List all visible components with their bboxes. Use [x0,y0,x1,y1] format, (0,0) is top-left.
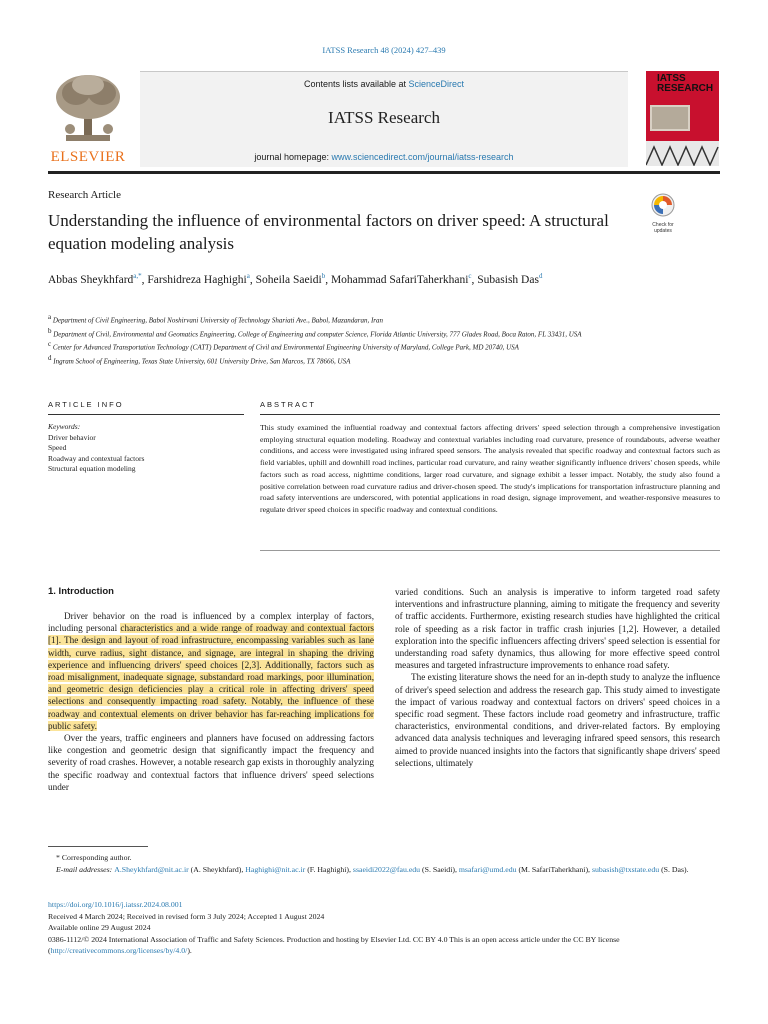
received-dates: Received 4 March 2024; Received in revised form 3 July 2024; Accepted 1 August 2024 [48,911,325,921]
abstract-rule [260,414,720,415]
publication-info [48,899,720,957]
author-list: Abbas Sheykhfard$^{a,*}$, Farshidreza Haghighi$^a$, Soheila Saeidi$^b$, Mohammad SafariTaherkhani$^c$, Subasish Das$^d$ [48,272,543,286]
journal-header [140,71,628,167]
email-owner: (S. Das). [659,864,689,874]
paragraph [48,610,374,732]
abstract-bottom-rule [260,550,720,551]
footnotes [48,852,720,875]
cover-art-icon [646,101,719,166]
affiliation-text: Department of Civil Engineering, Babol Noshirvani University of Technology Shariati Ave., Babol, Mazandaran, Iran [52,316,384,325]
keywords-block [48,422,244,475]
homepage-label: journal homepage: [254,152,332,162]
email-link[interactable]: msafari@umd.edu [458,864,517,874]
corresponding-note: * Corresponding author. [56,853,132,862]
abstract-text: This study examined the influential roadway and contextual factors affecting drivers' speed selection through a comprehensive investigation employing structural equation modeling. Roadway and contextual variables including road curvature, presence of roundabouts, adverse weather conditions, and access were investigated using infrared speed sensors. The analysis revealed that specific roadway and contextual factors such as field variables, uphill and downhill road inclines, particular road curvature, and rainy weather significantly influence drivers' chosen speeds, while factors such as road access, nighttime conditions, larger road curvature, and signage exhibit a lesser impact. Notably, the study also found a positive correlation between road curvature radius and driver-chosen speed. The study's implications for transportation infrastructure planning and road safety interventions are underscored, with potential applications in road design, signage improvement, and weather-responsive measures to regulate driver speed choices in specific roadway and contextual conditions. [260,423,720,514]
article-info-heading: ARTICLE INFO [48,400,124,409]
contents-line [140,79,628,89]
running-head[interactable]: IATSS Research 48 (2024) 427–439 [322,45,446,55]
affiliation [48,353,688,367]
elsevier-tree-icon [48,71,128,147]
email-link[interactable]: Haghighi@nit.ac.ir [245,864,306,874]
paragraph: varied conditions. Such an analysis is imperative to inform targeted road safety interventions and infrastructure planning, aiming to mitigate the frequency and severity of traffic accidents. Furthermore, existing research studies have highlighted the critical role of speeding as a risk factor in traffic crash injuries [1,2]. However, a detailed exploration into the specific influencers affecting drivers' speed selection is essential for understanding road safety dynamics, thus allowing for more effective speed control measures and targeted infrastructure improvements to enhance road safety. [395,587,720,671]
license-end: ). [187,946,192,955]
author-affiliation-mark[interactable]: b [321,272,326,280]
author-affiliation-mark[interactable]: a [246,272,250,280]
author-affiliation-mark[interactable]: c [468,272,472,280]
license-statement [48,934,720,957]
email-link[interactable]: subasish@txstate.edu [591,864,660,874]
abstract-heading: ABSTRACT [260,400,317,409]
elsevier-wordmark: ELSEVIER [50,149,126,165]
sciencedirect-link[interactable]: ScienceDirect [408,79,465,89]
affiliation-label: a [48,313,52,321]
homepage-link[interactable]: www.sciencedirect.com/journal/iatss-research [331,152,514,162]
keyword-item: Roadway and contextual factors [48,453,145,463]
affiliation [48,339,688,353]
section-heading: 1. Introduction [48,586,114,597]
elsevier-logo[interactable] [48,71,128,166]
email-link[interactable]: ssaeidi2022@fau.edu [352,864,421,874]
license-text: 0386-1112/© 2024 International Association of Traffic and Safety Sciences. Production and hosting by Elsevier Ltd. CC BY 4.0 This is an open access article under the CC BY license ( [48,934,620,955]
email-owner: (F. Haghighi), [305,864,353,874]
email-addresses [48,864,720,876]
email-link[interactable]: A.Sheykhfard@nit.ac.ir [114,864,189,874]
available-online: Available online 29 August 2024 [48,923,151,932]
affiliation-label: c [48,340,52,349]
cover-title-line2: RESEARCH [657,83,714,94]
keyword-item: Driver behavior [48,432,96,442]
email-owner: (S. Saeidi), [420,864,459,874]
author-name[interactable]: Soheila Saeidi [255,273,322,286]
footnote-rule [48,846,148,847]
author-name[interactable]: Farshidreza Haghighi [147,273,247,286]
affiliation [48,312,688,326]
cover-title [657,74,713,94]
author-name[interactable]: Mohammad SafariTaherkhani [330,273,469,286]
doi-link[interactable]: https://doi.org/10.1016/j.iatssr.2024.08.001 [48,900,183,909]
email-owner: (M. SafariTaherkhani), [516,864,592,874]
masthead-rule [48,171,720,174]
article-title: Understanding the influence of environmental factors on driver speed: A structural equation modeling analysis [48,211,609,253]
author-name[interactable]: Subasish Das [477,273,539,286]
author-affiliation-mark[interactable]: a,* [133,272,142,280]
author-affiliation-mark[interactable]: d [538,272,543,280]
article-type: Research Article [48,189,121,201]
affiliation-text: Center for Advanced Transportation Technology (CATT) Department of Civil and Environmental Engineering University of Maryland, College Park, MD 20740, USA [52,343,519,352]
affiliation-label: b [48,326,52,335]
journal-name: IATSS Research [328,108,440,127]
highlighted-text: characteristics and a wide range of roadway and contextual factors [1]. The design and layout of road infrastructure, encompassing variables such as lane width, curve radius, sight distance, and signage, are integral in shaping the driving experience and influencing drivers' speed choices [2,3]. Additionally, factors such as road misalignment, inadequate signage, substandard road markings, poor illumination, and geometric design deficiencies play a critical role in affecting drivers' speed selections and consequently impacting road safety. Notably, the influence of these roadway and contextual elements on driver behavior has far-reaching implications for public safety. [48,623,374,731]
paragraph: The existing literature shows the need for an in-depth study to analyze the influence of driver's speed selection and address the research gap. This study aimed to investigate the impact of various roadway and contextual factors on drivers' speed choices in a specific road segment. These factors include road geometry and infrastructure, traffic characteristics, environmental conditions, and driver-related factors. By employing advanced data analysis techniques and leveraging infrared speed sensors, this research aimed to provide nuanced insights into the factors that significantly shape drivers' speed selections, ultimately [395,672,720,768]
check-updates-label: Check for updates [652,222,674,234]
check-updates-icon [647,192,679,218]
journal-cover[interactable] [646,71,719,166]
text-run: Driver behavior on the road is influenced by a complex interplay of factors, including personal [48,611,374,634]
email-owner: (A. Sheykhfard), [188,864,246,874]
affiliation-text: Department of Civil, Environmental and Geomatics Engineering, College of Engineering and computer Science, Florida Atlantic University, 777 Glades Road, Boca Raton, FL 33431, USA [53,330,582,339]
license-link[interactable]: http://creativecommons.org/licenses/by/4.0/ [50,946,188,955]
check-for-updates-badge[interactable] [647,192,679,232]
keywords-label: Keywords: [48,422,81,431]
author-name[interactable]: Abbas Sheykhfard [48,273,134,286]
affiliation-label: d [48,354,52,363]
affiliation [48,326,688,340]
contents-prefix: Contents lists available at [303,79,409,89]
body-column-right [395,586,720,769]
cover-title-line1: IATSS [657,73,686,84]
keyword-item: Structural equation modeling [48,464,136,473]
affiliations [48,312,688,367]
article-info-rule [48,414,244,415]
homepage-line [140,152,628,162]
keyword-item: Speed [48,443,67,452]
body-column-left [48,610,374,793]
email-label: E-mail addresses: [56,864,115,874]
affiliation-text: Ingram School of Engineering, Texas State University, 601 University Drive, San Marcos, TX 78666, USA [53,357,351,366]
paragraph: Over the years, traffic engineers and planners have focused on addressing factors like congestion and geometric design that significantly impact the frequency and severity of road crashes. However, a notable research gap exists in thoroughly analyzing the specific roadway and contextual factors that influence drivers' speed selections under [48,733,374,792]
